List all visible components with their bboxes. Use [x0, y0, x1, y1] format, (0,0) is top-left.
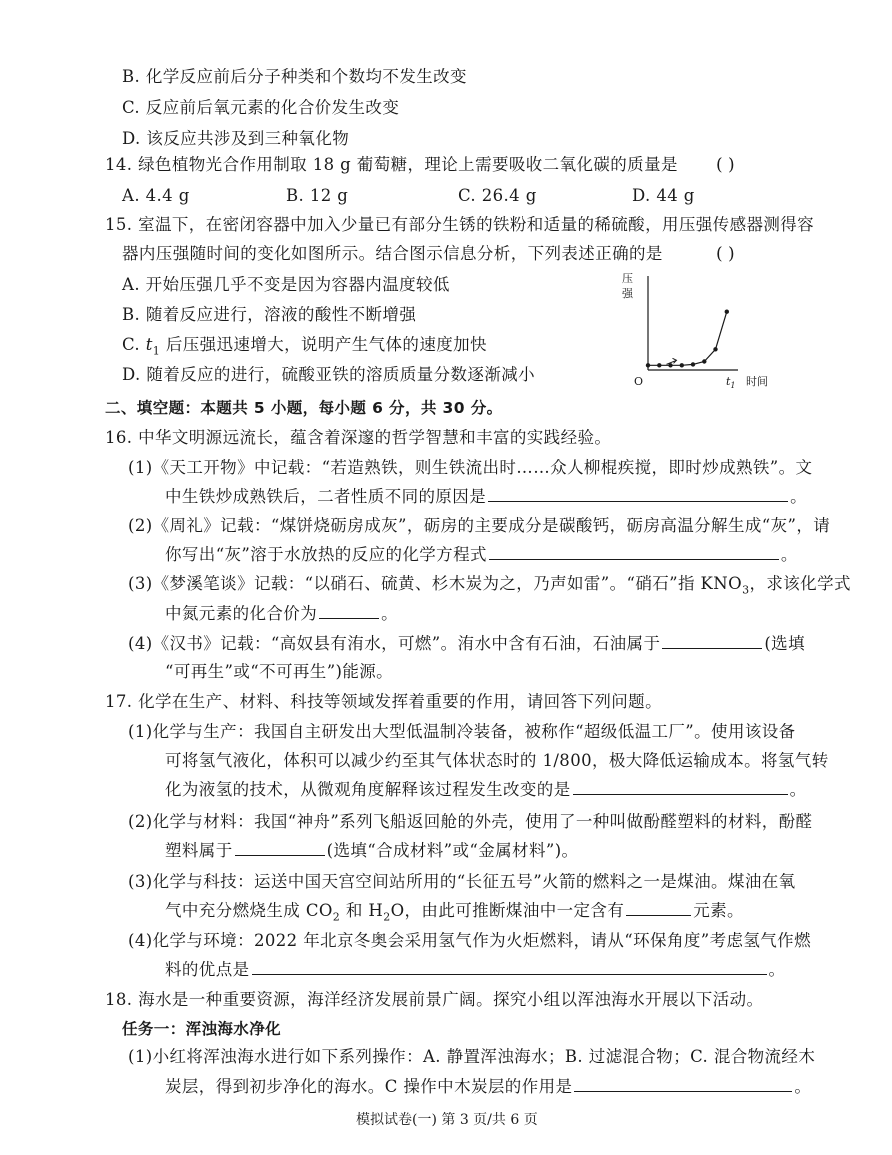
- q16-stem: 16. 中华文明源远流长，蕴含着深邃的哲学智慧和丰富的实践经验。: [105, 428, 612, 447]
- q15-stem-line1: 15. 室温下，在密闭容器中加入少量已有部分生锈的铁粉和适量的稀硫酸，用压强传感器测得容: [105, 215, 815, 234]
- pressure-series-line: [648, 312, 727, 366]
- q17-part4-line1: (4)化学与环境：2022 年北京冬奥会采用氢气作为火炬燃料，请从“环保角度”考虑氢气作燃: [128, 931, 811, 950]
- q17-stem: 17. 化学在生产、材料、科技等领域发挥着重要的作用，请回答下列问题。: [105, 692, 662, 711]
- answer-blank[interactable]: [626, 901, 691, 916]
- q15-option-b: B. 随着反应进行，溶液的酸性不断增强: [122, 305, 417, 324]
- chart-t1-label: $t_1$: [726, 375, 736, 390]
- q14-option-a: A. 4.4 g: [122, 186, 190, 205]
- pressure-data-point: [657, 363, 661, 367]
- q17-part1-line1: (1)化学与生产：我国自主研发出大型低温制冷装备，被称作“超级低温工厂”。使用该设备: [128, 722, 796, 741]
- q14-stem: 14. 绿色植物光合作用制取 18 g 葡萄糖，理论上需要吸收二氧化碳的质量是: [105, 155, 678, 174]
- pressure-time-chart: [620, 268, 780, 392]
- q17-part1-line3: 化为液氢的技术，从微观角度解释该过程发生改变的是 。: [165, 780, 807, 799]
- q16-part1-line1: (1)《天工开物》中记载：“若造熟铁，则生铁流出时……众人柳棍疾搅，即时炒成熟铁”。文: [128, 458, 813, 477]
- q17-part3-line2: 气中充分燃烧生成 $CO_2$ 和 $H_2O$，由此可推断煤油中一定含有 元素。: [165, 901, 744, 924]
- answer-blank[interactable]: [252, 960, 767, 975]
- pressure-data-point: [702, 359, 706, 363]
- q16-part4-line2: “可再生”或“不可再生”)能源。: [165, 662, 394, 681]
- q18-part1-line1: (1)小红将浑浊海水进行如下系列操作：A. 静置浑浊海水；B. 过滤混合物；C. 混合物流经木: [128, 1047, 816, 1066]
- q13-option-c: C. 反应前后氧元素的化合价发生改变: [122, 98, 400, 117]
- pressure-data-point: [691, 362, 695, 366]
- q13-option-d: D. 该反应共涉及到三种氧化物: [122, 129, 350, 148]
- q17-part2-line1: (2)化学与材料：我国“神舟”系列飞船返回舱的外壳，使用了一种叫做酚醛塑料的材料，酚醛: [128, 812, 813, 831]
- q13-option-b: B. 化学反应前后分子种类和个数均不发生改变: [122, 67, 467, 86]
- chart-ylabel-1: 压: [622, 272, 633, 285]
- answer-blank[interactable]: [489, 545, 779, 560]
- q18-part1-line2: 炭层，得到初步净化的海水。C 操作中木炭层的作用是 。: [165, 1077, 812, 1096]
- q18-stem: 18. 海水是一种重要资源，海洋经济发展前景广阔。探究小组以浑浊海水开展以下活动。: [105, 990, 764, 1009]
- answer-blank[interactable]: [574, 1077, 792, 1092]
- q16-part4-line1: (4)《汉书》记载：“高奴县有洧水，可燃”。洧水中含有石油，石油属于 (选填: [128, 634, 805, 653]
- q14-option-c: C. 26.4 g: [458, 186, 537, 205]
- q16-part3-line1: (3)《梦溪笔谈》记载：“以硝石、硫黄、杉木炭为之，乃声如雷”。“硝石”指 $KNO_3$，求该化学式: [128, 574, 851, 597]
- chart-origin-label: O: [634, 375, 644, 388]
- q16-part3-line2: 中氮元素的化合价为 。: [165, 604, 399, 623]
- pressure-data-point: [680, 363, 684, 367]
- q17-part4-line2: 料的优点是 。: [165, 960, 786, 979]
- q17-part2-line2: 塑料属于 (选填“合成材料”或“金属材料”)。: [165, 841, 579, 860]
- q16-part2-line1: (2)《周礼》记载：“煤饼烧砺房成灰”，砺房的主要成分是碳酸钙，砺房高温分解生成“灰”，请: [128, 516, 831, 535]
- pressure-data-point: [646, 363, 650, 367]
- q15-answer-paren: ( ): [716, 244, 735, 264]
- q14-option-d: D. 44 g: [632, 186, 695, 205]
- chart-ylabel-2: 强: [622, 287, 633, 300]
- q15-option-c: C. $t_1$ 后压强迅速增大，说明产生气体的速度加快: [122, 335, 487, 358]
- answer-blank[interactable]: [662, 634, 762, 649]
- page-footer: 模拟试卷(一) 第 3 页/共 6 页: [356, 1112, 538, 1128]
- q16-part2-line2: 你写出“灰”溶于水放热的反应的化学方程式 。: [165, 545, 798, 564]
- answer-blank[interactable]: [235, 841, 325, 856]
- pressure-data-point: [713, 347, 717, 351]
- pressure-data-point: [725, 310, 729, 314]
- q16-part1-line2: 中生铁炒成熟铁后，二者性质不同的原因是 。: [165, 487, 808, 506]
- q15-stem-line2: 器内压强随时间的变化如图所示。结合图示信息分析，下列表述正确的是: [122, 244, 663, 263]
- q15-option-d: D. 随着反应的进行，硫酸亚铁的溶质质量分数逐渐减小: [122, 365, 536, 384]
- answer-blank[interactable]: [488, 487, 788, 502]
- q18-task1-heading: 任务一：浑浊海水净化: [122, 1020, 282, 1038]
- section-fill-in-heading: 二、填空题：本题共 5 小题，每小题 6 分，共 30 分。: [105, 399, 503, 417]
- q17-part1-line2: 可将氢气液化，体积可以减少约至其气体状态时的 1/800，极大降低运输成本。将氢气转: [165, 751, 829, 770]
- answer-blank[interactable]: [573, 780, 788, 795]
- q15-option-a: A. 开始压强几乎不变是因为容器内温度较低: [122, 275, 450, 294]
- q17-part3-line1: (3)化学与科技：运送中国天宫空间站所用的“长征五号”火箭的燃料之一是煤油。煤油在氧: [128, 872, 796, 891]
- q14-answer-paren: ( ): [716, 155, 735, 175]
- answer-blank[interactable]: [319, 604, 379, 619]
- q14-option-b: B. 12 g: [286, 186, 349, 205]
- chart-xlabel: 时间: [746, 375, 768, 388]
